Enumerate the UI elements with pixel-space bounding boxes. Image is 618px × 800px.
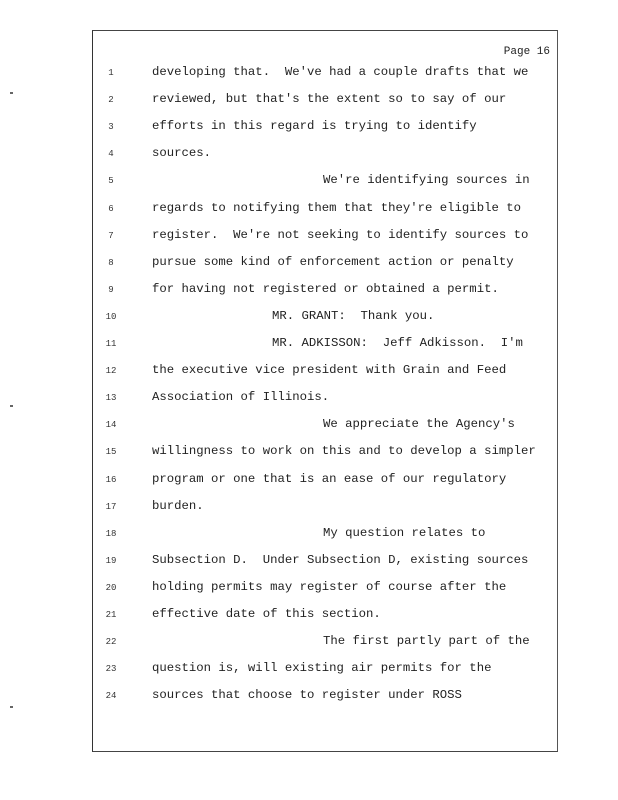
line-number: 5 xyxy=(108,176,114,187)
line-number: 19 xyxy=(105,555,117,566)
line-text: My question relates to xyxy=(323,525,486,540)
transcript-line xyxy=(0,580,618,600)
line-number: 23 xyxy=(105,664,117,675)
line-text: sources that choose to register under ROSS xyxy=(152,688,462,703)
line-text: program or one that is an ease of our regulatory xyxy=(152,471,507,486)
line-number: 6 xyxy=(108,203,114,214)
line-number: 16 xyxy=(105,474,117,485)
line-text: question is, will existing air permits for the xyxy=(152,661,492,676)
line-number: 20 xyxy=(105,582,117,593)
line-number: 1 xyxy=(108,68,114,78)
line-number: 14 xyxy=(105,420,117,431)
transcript-line xyxy=(0,92,618,112)
line-text: Subsection D. Under Subsection D, existing sources xyxy=(152,552,529,567)
line-number: 15 xyxy=(105,447,117,458)
line-number: 4 xyxy=(108,149,114,160)
line-text: regards to notifying them that they're eligible to xyxy=(152,200,521,215)
line-number: 9 xyxy=(108,284,114,295)
transcript-line xyxy=(0,499,618,519)
line-number: 11 xyxy=(105,339,117,349)
line-text: for having not registered or obtained a permit. xyxy=(152,281,499,296)
transcript-line xyxy=(0,634,618,654)
transcript-line xyxy=(0,444,618,464)
line-text: pursue some kind of enforcement action or penalty xyxy=(152,254,514,269)
line-text: We're identifying sources in xyxy=(323,173,530,188)
line-number: 17 xyxy=(105,501,117,512)
transcript-line xyxy=(0,255,618,275)
line-number: 13 xyxy=(105,393,117,404)
line-number: 3 xyxy=(108,122,114,133)
line-text: willingness to work on this and to develop a simpler xyxy=(152,444,536,459)
line-text: effective date of this section. xyxy=(152,607,381,621)
transcript-line xyxy=(0,309,618,329)
transcript-line xyxy=(0,146,618,166)
transcript-line xyxy=(0,119,618,139)
line-number: 8 xyxy=(108,257,114,268)
transcript-line xyxy=(0,336,618,356)
line-text: the executive vice president with Grain and Feed xyxy=(152,363,507,378)
transcript-line xyxy=(0,417,618,437)
transcript-line xyxy=(0,553,618,573)
transcript-line xyxy=(0,607,618,627)
transcript-line xyxy=(0,390,618,410)
line-number: 21 xyxy=(105,610,117,620)
transcript-line xyxy=(0,688,618,708)
line-text: reviewed, but that's the extent so to say of our xyxy=(152,92,507,107)
line-text: The first partly part of the xyxy=(323,634,530,649)
transcript-line xyxy=(0,201,618,221)
line-number: 24 xyxy=(105,691,117,702)
page-number: Page 16 xyxy=(503,46,550,58)
transcript-line xyxy=(0,282,618,302)
transcript-line xyxy=(0,472,618,492)
line-text: MR. GRANT: Thank you. xyxy=(272,308,435,323)
line-text: burden. xyxy=(152,498,204,513)
line-number: 2 xyxy=(108,95,114,106)
line-text: We appreciate the Agency's xyxy=(323,417,515,432)
line-text: holding permits may register of course after the xyxy=(152,579,507,594)
line-number: 12 xyxy=(105,366,117,377)
transcript-line xyxy=(0,363,618,383)
line-text: sources. xyxy=(152,146,212,161)
line-number: 7 xyxy=(108,230,114,241)
line-text: developing that. We've had a couple drafts that we xyxy=(152,65,529,79)
transcript-line xyxy=(0,173,618,193)
line-number: 10 xyxy=(105,311,117,322)
transcript-line xyxy=(0,526,618,546)
line-text: MR. ADKISSON: Jeff Adkisson. I'm xyxy=(272,336,523,350)
line-number: 18 xyxy=(105,528,117,539)
transcript-line xyxy=(0,661,618,681)
line-number: 22 xyxy=(105,637,117,648)
line-text: Association of Illinois. xyxy=(152,390,330,405)
line-text: efforts in this regard is trying to identify xyxy=(152,119,477,134)
line-text: register. We're not seeking to identify sources to xyxy=(152,227,529,242)
transcript-line xyxy=(0,65,618,85)
transcript-line xyxy=(0,228,618,248)
